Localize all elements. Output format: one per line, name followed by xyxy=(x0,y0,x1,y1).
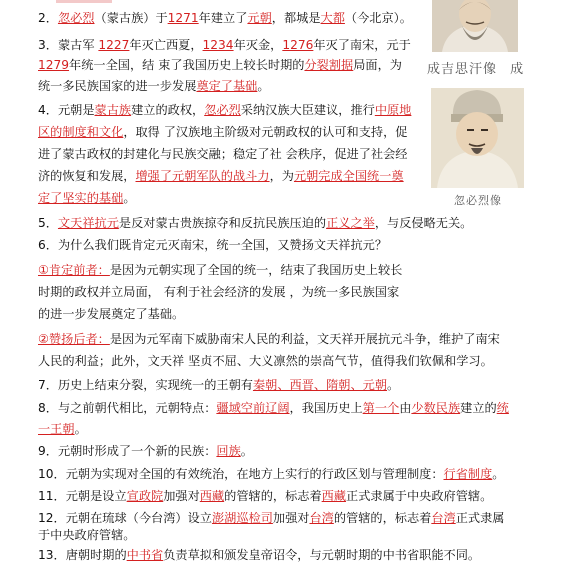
keyword-highlight: 台湾 xyxy=(431,511,456,525)
dynasty-highlight: 元朝 xyxy=(247,11,272,25)
keyword-highlight: 文天祥抗元 xyxy=(57,216,119,230)
keyword-highlight: 奠定了基础 xyxy=(196,79,258,93)
item-2-line-1: 2．忽必烈（蒙古族）于1271年建立了元朝，都城是大都（今北京）。 xyxy=(38,11,412,25)
item-9-line-1: 9．元朝时形成了一个新的民族：回族。 xyxy=(38,444,253,458)
item-4-line-1: 4．元朝是蒙古族建立的政权，忽必烈采纳汉族大臣建议，推行中原地 xyxy=(38,103,412,117)
keyword-highlight: 中原地 xyxy=(374,103,412,117)
kublai-khan-caption: 忽必烈像 xyxy=(454,194,502,207)
keyword-highlight: 分裂割据 xyxy=(304,58,354,72)
keyword-highlight: 蒙古族 xyxy=(94,103,132,117)
keyword-highlight: 元朝完成全国统一奠 xyxy=(293,169,404,183)
keyword-highlight: 西藏 xyxy=(321,489,347,503)
item-4-line-5: 定了坚实的基础。 xyxy=(38,191,136,205)
keyword-highlight: 一王朝 xyxy=(38,422,75,436)
kublai-highlight: 忽必烈 xyxy=(57,11,95,25)
keyword-highlight: 统 xyxy=(496,401,509,415)
answer-label: ①肯定前者： xyxy=(38,263,110,277)
item-4-line-4: 济的恢复和发展，增强了元朝军队的战斗力，为元朝完成全国统一奠 xyxy=(38,169,404,183)
kublai-highlight: 忽必烈 xyxy=(204,103,241,117)
item-3-line-3: 统一多民族国家的进一步发展奠定了基础。 xyxy=(38,79,270,93)
genghis-khan-caption: 成吉思汗像 成 xyxy=(427,62,525,77)
item-8-line-1: 8．与之前朝代相比，元朝特点：疆域空前辽阔，我国历史上第一个由少数民族建立的统 xyxy=(38,401,509,415)
keyword-highlight: 中书省 xyxy=(126,548,164,562)
keyword-highlight: 疆域空前辽阔 xyxy=(216,401,290,415)
item-11-line-1: 11．元朝是设立宣政院加强对西藏的管辖的，标志着西藏正式隶属于中央政府管辖。 xyxy=(38,489,493,503)
item-6-answer-1-line-3: 的进一步发展奠定了基础。 xyxy=(38,307,185,321)
keyword-highlight: 回族 xyxy=(216,444,241,458)
item-4-line-2: 区的制度和文化，取得 了汉族地主阶级对元朝政权的认可和支持，促 xyxy=(38,125,408,139)
year-highlight: 1234 xyxy=(202,38,234,52)
item-6-answer-2-line-2: 人民的利益；此外，文天祥 坚贞不屈、大义凛然的崇高气节，值得我们钦佩和学习。 xyxy=(38,354,493,368)
keyword-highlight: 第一个 xyxy=(362,401,400,415)
keyword-highlight: 宣政院 xyxy=(126,489,164,503)
keyword-highlight: 正义之举 xyxy=(326,216,375,230)
item-10-line-1: 10．元朝为实现对全国的有效统治，在地方上实行的行政区划与管理制度：行省制度。 xyxy=(38,467,505,481)
keyword-highlight: 行省制度 xyxy=(443,467,493,481)
year-highlight: 1271 xyxy=(167,11,199,25)
capital-highlight: 大都 xyxy=(320,11,345,25)
year-highlight: 1227 xyxy=(98,38,130,52)
keyword-highlight: 少数民族 xyxy=(411,401,461,415)
year-highlight: 1279 xyxy=(38,58,70,72)
answer-label: ②赞扬后者： xyxy=(38,332,110,346)
item-12-line-2: 于中央政府管辖。 xyxy=(38,528,136,542)
item-4-line-3: 进了蒙古政权的封建化与民族交融；稳定了社 会秩序，促进了社会经 xyxy=(38,147,408,161)
item-13-line-1: 13．唐朝时期的中书省负责草拟和颁发皇帝诏令，与元朝时期的中书省职能不同。 xyxy=(38,548,481,562)
item-3-line-1: 3．蒙古军 1227年灭亡西夏，1234年灭金，1276年灭了南宋，元于 xyxy=(38,38,411,52)
item-6-answer-2-line-1: ②赞扬后者：是因为元军南下威胁南宋人民的利益，文天祥开展抗元斗争，维护了南宋 xyxy=(38,332,500,346)
keyword-highlight: 区的制度和文化 xyxy=(38,125,124,139)
keyword-highlight: 增强了元朝军队的战斗力 xyxy=(135,169,270,183)
keyword-highlight: 澎湖巡检司 xyxy=(211,511,273,525)
item-3-line-2: 1279年统一全国，结 束了我国历史上较长时期的分裂割据局面，为 xyxy=(38,58,402,72)
keyword-highlight: 西藏 xyxy=(199,489,225,503)
item-7-line-1: 7．历史上结束分裂，实现统一的王朝有秦朝、西晋、隋朝、元朝。 xyxy=(38,378,400,392)
item-5-line-1: 5．文天祥抗元是反对蒙古贵族掠夺和反抗民族压迫的正义之举，与反侵略无关。 xyxy=(38,216,473,230)
item-6-answer-1-line-2: 时期的政权并立局面， 有利于社会经济的发展 ，为统一多民族国家 xyxy=(38,285,400,299)
cut-off-red-text xyxy=(56,0,112,3)
keyword-highlight: 秦朝、西晋、隋朝、元朝 xyxy=(252,378,388,392)
genghis-khan-portrait xyxy=(432,0,518,52)
year-highlight: 1276 xyxy=(282,38,314,52)
kublai-khan-portrait xyxy=(431,88,524,188)
keyword-highlight: 定了坚实的基础 xyxy=(38,191,124,205)
item-12-line-1: 12．元朝在琉球（今台湾）设立澎湖巡检司加强对台湾的管辖的，标志着台湾正式隶属 xyxy=(38,511,505,525)
item-6-question: 6．为什么我们既肯定元灭南宋，统一全国，又赞扬文天祥抗元？ xyxy=(38,238,388,252)
item-6-answer-1-line-1: ①肯定前者：是因为元朝实现了全国的统一，结束了我国历史上较长 xyxy=(38,263,403,277)
keyword-highlight: 台湾 xyxy=(309,511,334,525)
item-8-line-2: 一王朝。 xyxy=(38,422,87,436)
